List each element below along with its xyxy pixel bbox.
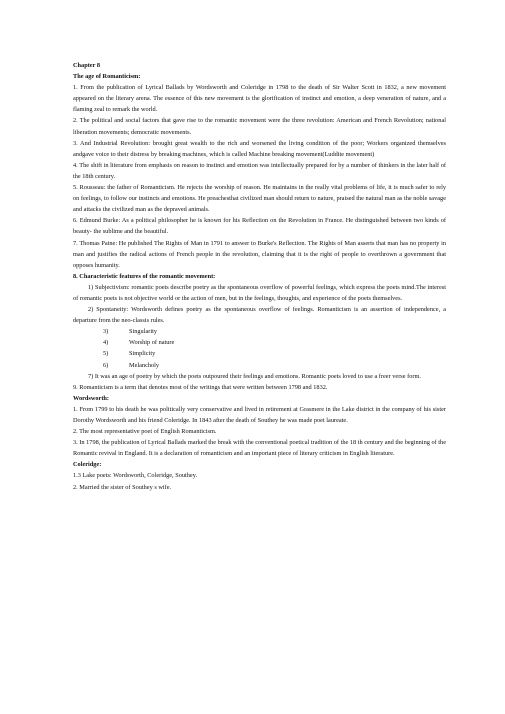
paragraph-6: 6. Edmund Burke: As a political philosopher he is known for his Reflection on the Revolution in France. He distinguished between two kinds of beauty- the sublime and the beautiful. <box>73 217 446 236</box>
paragraph-9: 9. Romanticism is a term that denotes most of the writings that were written between 1798 and 1832. <box>73 383 328 391</box>
feature-list <box>73 326 446 370</box>
paragraph-7: 7. Thomas Paine: He published The Rights of Man in 1791 to answer to Burke's Reflection. The Rights of Man asserts that man has no property in man and justifies the radical actions of French people in the revolution, claiming that it is the right of people to overthrown a government that opposes humanity. <box>73 239 446 269</box>
feature-subjectivism: 1) Subjectivism: romantic poets describe poetry as the spontaneous overflow of powerful feelings, which express the poets mind.The interest of romantic poets is not objective world or the action of men, but in the feelings, thoughts, and experience of the poets themselves. <box>73 283 446 302</box>
list-item <box>73 360 446 371</box>
feature-spontaneity: 2) Spontaneity: Wordsworth defines poetry as the spontaneous overflow of feelings. Romanticism is an assertion of independence, a departure from the neo-classis rules. <box>73 306 446 325</box>
paragraph-4: 4. The shift in literature from emphasis on reason to instinct and emotion was intellectually prepared for by a number of thinkers in the later half of the 18th century. <box>73 161 446 180</box>
list-item <box>73 348 446 359</box>
list-item <box>73 326 446 337</box>
list-number: 3) <box>103 328 109 336</box>
coleridge-point-2: 2. Married the sister of Southey s wife. <box>73 483 172 491</box>
list-text: Singularity <box>129 328 157 336</box>
document-page <box>73 60 446 493</box>
wordsworth-heading: Wordsworth: <box>73 394 110 402</box>
list-item <box>73 337 446 348</box>
list-number: 5) <box>103 350 109 358</box>
wordsworth-point-1: 1. From 1799 to his death he was politically very conservative and lived in retirement at Grasmere in the Lake district in the company of his sister Dorothy Wordsworth and his friend Coleridge. In 1843 after the death of Southey he was made poet laureate. <box>73 405 446 424</box>
wordsworth-point-2: 2. The most representative poet of English Romanticism. <box>73 428 217 436</box>
paragraph-8-heading: 8. Characteristic features of the romantic movement: <box>73 272 216 280</box>
paragraph-2: 2. The political and social factors that gave rise to the romantic movement were the three revolution: American and French Revolution; national liberation movements; democratic movements. <box>73 117 446 136</box>
list-text: Melancholy <box>129 361 160 369</box>
paragraph-1: 1. From the publication of Lyrical Ballads by Wordsworth and Coleridge in 1798 to the death of Sir Walter Scott in 1832, a new movement appeared on the literary arena. The essence of this new movement is the glorification of instinct and emotion, a deep veneration of nature, and a flaming zeal to remark the world. <box>73 84 446 114</box>
list-number: 4) <box>103 339 109 347</box>
coleridge-heading: Coleridge: <box>73 461 102 469</box>
paragraph-5: 5. Rousseau: the father of Romanticism. He rejects the worship of reason. He maintains in the really vital problems of life, it is much safer to rely on feelings, to follow our instincts and emotions. He preachesthat civilized man should return to nature, praised the natural man as the noble savage and attacks the civilized man as the depraved animals. <box>73 184 446 214</box>
section-title: The age of Romanticism: <box>73 73 141 81</box>
wordsworth-point-3: 3. In 1798, the publication of Lyrical Ballads marked the break with the conventional poetical tradition of the 18 th century and the beginning of the Romantic revival in England. It is a declaration of romanticism and an important piece of literary criticism in English literature. <box>73 439 446 458</box>
coleridge-point-1: 1.3 Lake poets: Wordsworth, Coleridge, Southey. <box>73 472 198 480</box>
feature-poetry-age: 7) It was an age of poetry by which the poets outpoured their feelings and emotions. Romantic poets loved to use a freer verse form. <box>88 372 421 380</box>
list-number: 6) <box>103 361 109 369</box>
chapter-label: Chapter 8 <box>73 62 100 69</box>
paragraph-3: 3. And Industrial Revolution: brought great wealth to the rich and worsened the living condition of the poor; Workers organized themselves andgave voice to their distress by breaking machines, which is called Machine breaking movement(Luddite movement) <box>73 139 446 158</box>
list-text: Simplicity <box>129 350 156 358</box>
list-text: Worship of nature <box>129 339 175 347</box>
